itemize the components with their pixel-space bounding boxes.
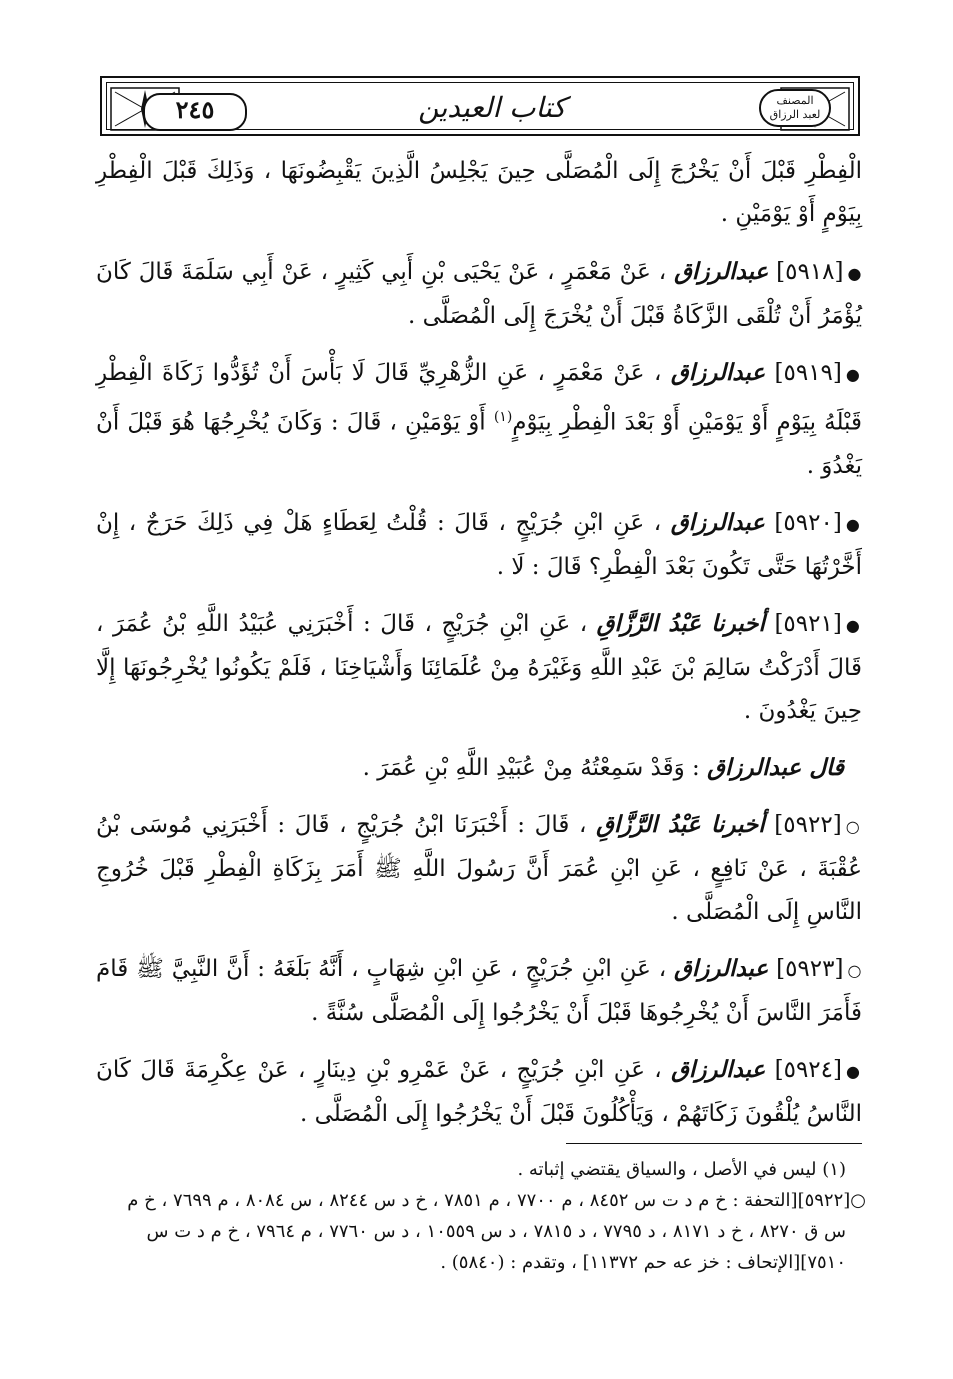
page-number: ٢٤٥ [143, 93, 247, 131]
page-header [100, 76, 860, 136]
hadith-text: ، عَنْ مَعْمَرٍ ، عَنْ يَحْيَى بْنِ أَبِي كَثِيرٍ ، عَنْ أَبِي سَلَمَةَ قَالَ كَانَ يُؤْمَرُ أَنْ تُلْقَى الزَّكَاةُ قَبْلَ أَنْ يُخْرَجَ إِلَى الْمُصَلَّى . [96, 259, 862, 329]
hadith-5923 [96, 947, 862, 1035]
hadith-source: عبدالرزاق [670, 508, 765, 536]
hadith-source: عبدالرزاق [674, 258, 769, 285]
hadith-5921 [96, 602, 862, 733]
hadith-number: [٥٩٢١] [774, 610, 842, 637]
hadith-number: [٥٩٢٣] [776, 955, 844, 982]
hadith-text: ، عَنِ ابْنِ جُرَيْجٍ ، قَالَ : قُلْتُ لِعَطَاءٍ هَلْ فِي ذَلِكَ حَرَجٌ ، إِنْ أَخَّرْتُهَا حَتَّى تَكُونَ بَعْدَ الْفِطْرِ؟ قَالَ : لَا . [96, 509, 862, 580]
hadith-source: قال عبدالرزاق [707, 753, 844, 781]
footnote-takhrij-line-3: ٧٥١٠][الإتحاف : خز عه حم ١١٣٧٢] ، وتقدم : (٥٨٤٠) . [440, 1252, 846, 1273]
hadith-number: [٥٩٢٤] [774, 1056, 842, 1083]
footnote-reference[interactable]: (١) [493, 409, 513, 425]
hadith-text: : وَقَدْ سَمِعْتُهُ مِنْ عُبَيْدِ اللَّهِ بْنِ عُمَرَ . [362, 754, 700, 781]
footnote-separator [566, 1143, 862, 1144]
hadith-5919 [96, 351, 862, 488]
entry-marker: ● [845, 514, 862, 534]
book-title: كتاب العيدين [418, 91, 566, 124]
hadith-text: ، عَنْ مَعْمَرٍ ، عَنِ الزُّهْرِيِّ قَالَ لَا بَأْسَ أَنْ تُؤَدُّوا زَكَاةَ الْفِطْرِ قَبْلَهُ بِيَوْمٍ أَوْ يَوْمَيْنِ أَوْ بَعْدَ الْفِطْرِ بِيَوْمٍ [96, 360, 862, 436]
footnote-takhrij-line-1: ○[٥٩٢٢][التحفة : خ م د ت س ٨٤٥٢ ، م ٧٧٠٠ ، م ٧٨٥١ ، خ د س ٨٢٤٤ ، س ٨٠٨٤ ، م ٧٦٩٩ ، خ م [127, 1190, 866, 1211]
entry-marker: ● [846, 1061, 862, 1081]
author-seal [759, 89, 831, 127]
entry-marker: ○ [845, 816, 862, 836]
author-seal-top: المصنف [776, 94, 814, 107]
entry-marker: ● [845, 365, 863, 384]
hadith-text: ، قَالَ : أَخْبَرَنَا ابْنُ جُرَيْجٍ ، قَالَ : أَخْبَرَنِي مُوسَى بْنُ عُقْبَةَ ، عَنْ نَافِعٍ ، عَنِ ابْنِ عُمَرَ أَنَّ رَسُولَ اللَّهِ ﷺ أَمَرَ بِزَكَاةِ الْفِطْرِ قَبْلَ خُرُوجِ النَّاسِ إِلَى الْمُصَلَّى . [96, 811, 862, 925]
hadith-text: ، عَنِ ابْنِ جُرَيْجٍ ، قَالَ : أَخْبَرَنِي عُبَيْدُ اللَّهِ بْنُ عُمَرَ ، قَالَ أَدْرَكْتُ سَالِمَ بْنَ عَبْدِ اللَّهِ وَغَيْرَهُ مِنْ عُلَمَائِنَا وَأَشْيَاخِنَا ، فَلَمْ يَكُونُوا يُخْرِجُونَهَا إِلَّا حِينَ يَغْدُونَ . [96, 610, 862, 724]
hadith-text: ، عَنِ ابْنِ جُرَيْجٍ ، عَنْ عَمْرِو بْنِ دِينَارٍ ، عَنْ عِكْرِمَةَ قَالَ كَانَ النَّاسُ يُلْقُونَ زَكَاتَهُمْ ، وَيَأْكُلُونَ قَبْلَ أَنْ يَخْرُجُوا إِلَى الْمُصَلَّى . [96, 1056, 862, 1127]
footnote-takhrij-line-2: س ق ٨٢٧٠ ، خ د ٨١٧١ ، د ٧٧٩٥ ، د ٧٨١٥ ، د س ١٠٥٥٩ ، د س ٧٧٦٠ ، م ٧٩٦٤ ، خ م د ت س [146, 1221, 846, 1242]
page-body [96, 150, 862, 1149]
hadith-5920 [96, 501, 862, 589]
footnote-1: (١) ليس في الأصل ، والسياق يقتضي إثباته . [517, 1159, 846, 1180]
hadith-number: [٥٩٢٠] [774, 509, 842, 536]
hadith-5922 [96, 803, 862, 934]
author-comment [96, 746, 862, 790]
hadith-5918 [96, 250, 862, 338]
hadith-number: [٥٩١٨] [776, 259, 844, 285]
hadith-text: ، عَنِ ابْنِ جُرَيْجٍ ، عَنِ ابْنِ شِهَابٍ ، أَنَّهُ بَلَغَهُ : أَنَّ النَّبِيَّ ﷺ قَامَ فَأَمَرَ النَّاسَ أَنْ يُخْرِجُوهَا قَبْلَ أَنْ يَخْرُجُوا إِلَى الْمُصَلَّى سُنَّةً . [96, 955, 862, 1026]
entry-marker: ○ [847, 960, 863, 980]
hadith-source: عبدالرزاق [674, 954, 769, 982]
hadith-source: عبدالرزاق [670, 359, 766, 386]
footnotes [96, 1155, 866, 1279]
hadith-source: أخبرنا عَبْدُ الرَّزَّاقِ [596, 810, 765, 838]
author-seal-bottom: لعبد الرزاق [769, 108, 821, 121]
hadith-number: [٥٩١٩] [774, 360, 842, 386]
entry-marker: ● [847, 264, 863, 283]
header-frame [106, 82, 854, 130]
entry-marker: ● [845, 615, 862, 635]
hadith-source: أخبرنا عَبْدُ الرَّزَّاقِ [596, 609, 765, 637]
hadith-text-continued: أَوْ يَوْمَيْنِ ، قَالَ : وَكَانَ يُخْرِجُهَا هُوَ قَبْلَ أَنْ يَغْدُوَ . [96, 409, 862, 479]
hadith-5924 [96, 1048, 862, 1136]
hadith-source: عبدالرزاق [671, 1055, 766, 1083]
continuation-paragraph: الْفِطْرِ قَبْلَ أَنْ يَخْرُجَ إِلَى الْمُصَلَّى حِينَ يَجْلِسُ الَّذِينَ يَقْبِضُونَهَا ، وَذَلِكَ قَبْلَ الْفِطْرِ بِيَوْمٍ أَوْ يَوْمَيْنِ . [96, 158, 862, 227]
hadith-number: [٥٩٢٢] [774, 811, 842, 838]
